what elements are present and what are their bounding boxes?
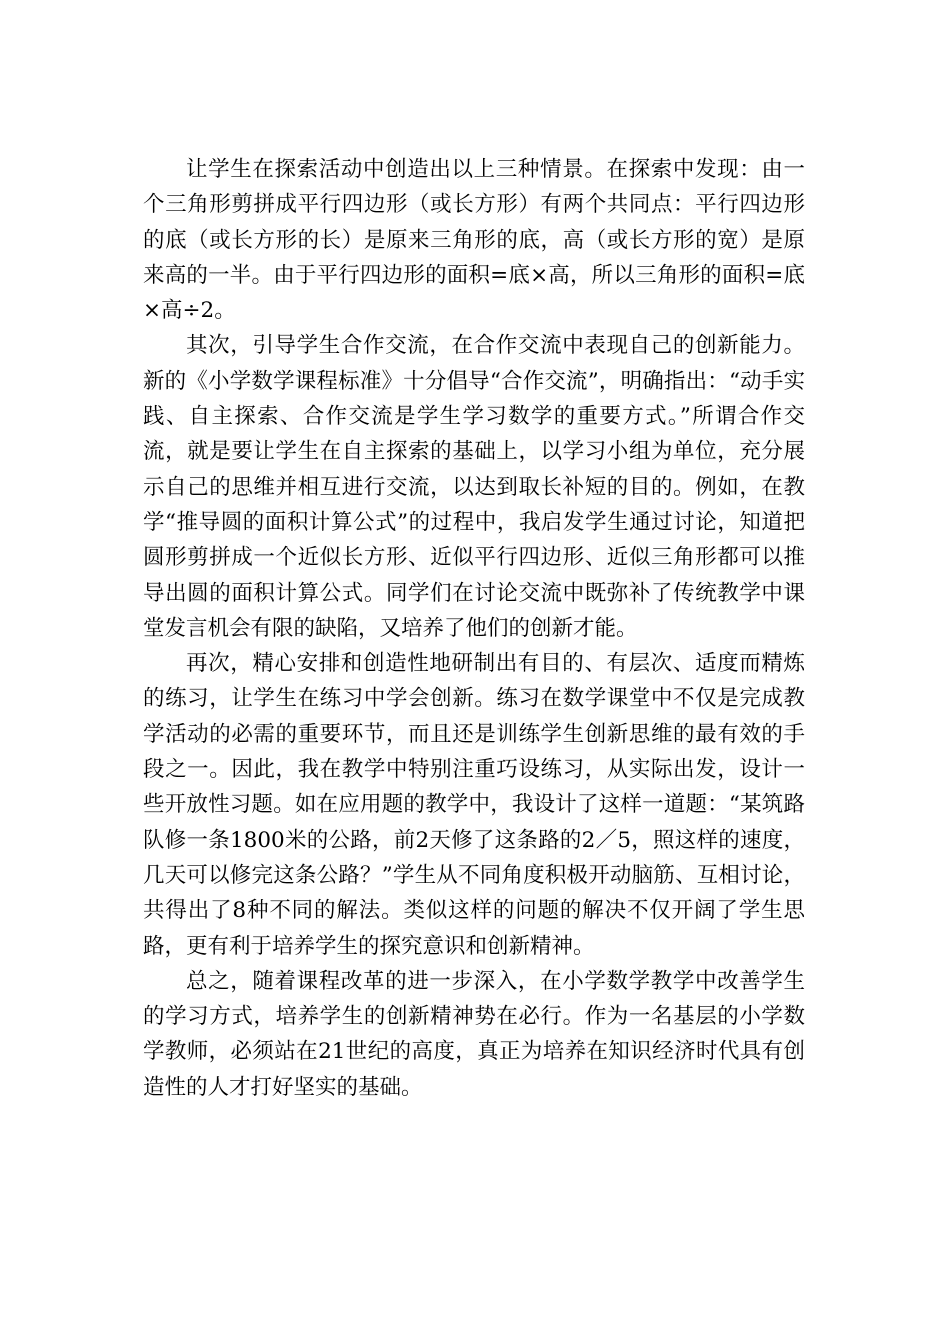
paragraph-cooperation: 其次，引导学生合作交流，在合作交流中表现自己的创新能力。新的《小学数学课程标准》十分倡导“合作交流”，明确指出：“动手实践、自主探索、合作交流是学生学习数学的重要方式。”所谓合作交流，就是要让学生在自主探索的基础上，以学习小组为单位，充分展示自己的思维并相互进行交流，以达到取长补短的目的。例如，在教学“推导圆的面积计算公式”的过程中，我启发学生通过讨论，知道把圆形剪拼成一个近似长方形、近似平行四边形、近似三角形都可以推导出圆的面积计算公式。同学们在讨论交流中既弥补了传统教学中课堂发言机会有限的缺陷，又培养了他们的创新才能。 <box>143 333 805 641</box>
document-page <box>143 152 805 1105</box>
paragraph-conclusion: 总之，随着课程改革的进一步深入，在小学数学教学中改善学生的学习方式，培养学生的创新精神势在必行。作为一名基层的小学数学教师，必须站在21世纪的高度，真正为培养在知识经济时代具有创造性的人才打好坚实的基础。 <box>143 968 805 1100</box>
paragraph-exploration: 让学生在探索活动中创造出以上三种情景。在探索中发现：由一个三角形剪拼成平行四边形（或长方形）有两个共同点：平行四边形的底（或长方形的长）是原来三角形的底，高（或长方形的宽）是原来高的一半。由于平行四边形的面积=底×高，所以三角形的面积=底×高÷2。 <box>143 157 805 324</box>
paragraph-practice: 再次，精心安排和创造性地研制出有目的、有层次、适度而精炼的练习，让学生在练习中学会创新。练习在数学课堂中不仅是完成教学活动的必需的重要环节，而且还是训练学生创新思维的最有效的手段之一。因此，我在教学中特别注重巧设练习，从实际出发，设计一些开放性习题。如在应用题的教学中，我设计了这样一道题：“某筑路队修一条1800米的公路，前2天修了这条路的2／5，照这样的速度，几天可以修完这条公路？”学生从不同角度积极开动脑筋、互相讨论，共得出了8种不同的解法。类似这样的问题的解决不仅开阔了学生思路，更有利于培养学生的探究意识和创新精神。 <box>143 651 805 959</box>
